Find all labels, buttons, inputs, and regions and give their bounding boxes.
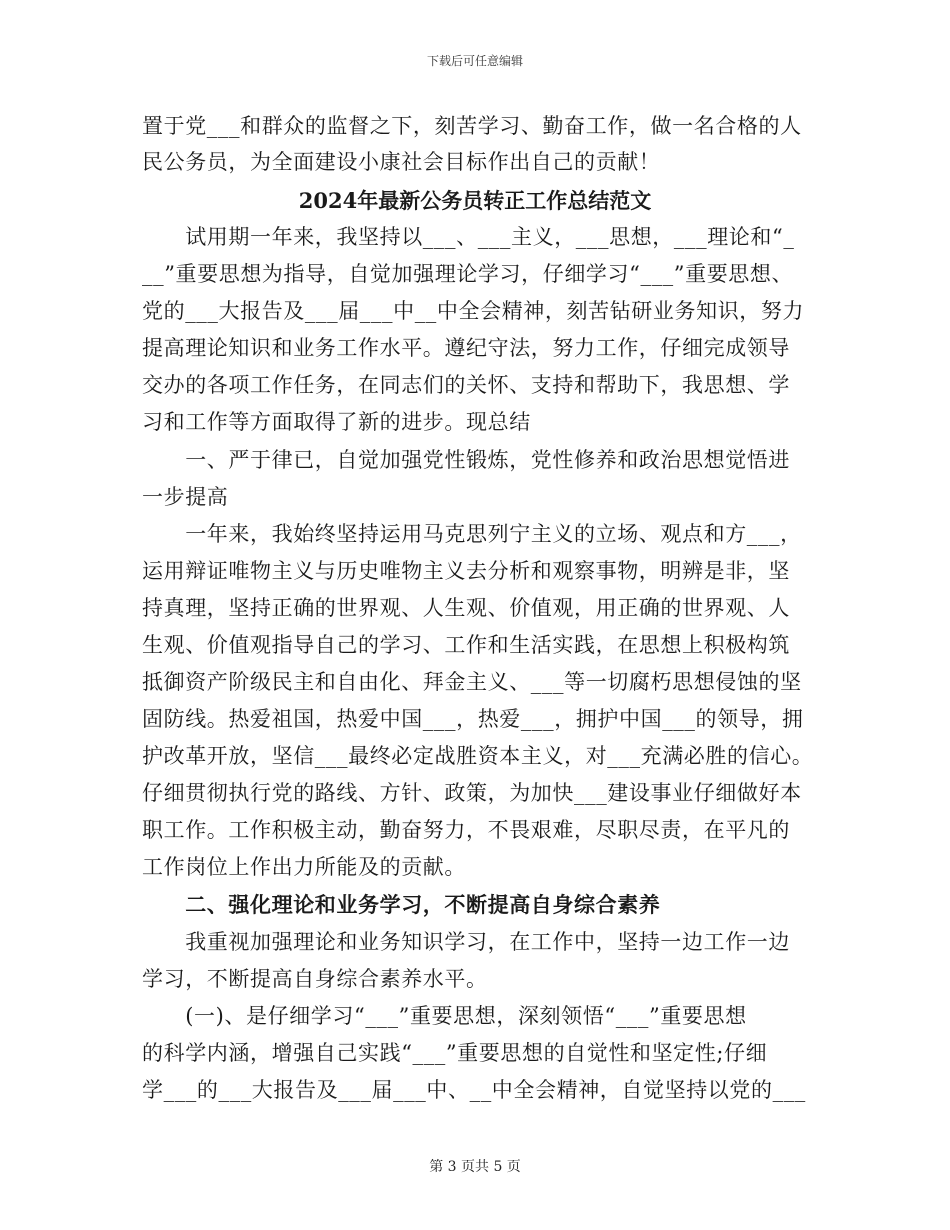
section-heading: 二、强化理论和业务学习，不断提高自身综合素养	[142, 892, 661, 917]
body-line: (一)、是仔细学习“___”重要思想，深刻领悟“___”重要思想	[142, 1004, 747, 1028]
body-line: 我重视加强理论和业务知识学习，在工作中，坚持一边工作一边	[142, 930, 790, 954]
body-line: 党的___大报告及___届___中__中全会精神，刻苦钻研业务知识，努力	[142, 299, 805, 323]
body-line: 运用辩证唯物主义与历史唯物主义去分析和观察事物，明辨是非，坚	[142, 559, 790, 583]
body-line: 护改革开放，坚信___最终必定战胜资本主义，对___充满必胜的信心。	[142, 744, 814, 768]
body-line: 固防线。热爱祖国，热爱中国___，热爱___，拥护中国___的领导，拥	[142, 707, 804, 731]
document-title: 2024年最新公务员转正工作总结范文	[298, 188, 652, 213]
body-line: 持真理，坚持正确的世界观、人生观、价值观，用正确的世界观、人	[142, 596, 790, 620]
body-line: 习和工作等方面取得了新的进步。现总结	[142, 410, 531, 434]
body-line: 一年来，我始终坚持运用马克思列宁主义的立场、观点和方___，	[142, 522, 802, 546]
body-line: 的科学内涵，增强自己实践“___”重要思想的自觉性和坚定性;仔细	[142, 1041, 768, 1065]
body-line: 交办的各项工作任务，在同志们的关怀、支持和帮助下，我思想、学	[142, 373, 790, 397]
page-footer: 第 3 页共 5 页	[429, 1159, 521, 1175]
body-line: 工作岗位上作出力所能及的贡献。	[142, 855, 466, 879]
section-heading: 一、严于律已，自觉加强党性锻炼，党性修养和政治思想觉悟进	[142, 448, 790, 472]
page-header: 下载后可任意编辑	[426, 54, 523, 68]
body-line: __”重要思想为指导，自觉加强理论学习，仔细学习“___”重要思想、	[142, 262, 794, 286]
body-line: 置于党___和群众的监督之下，刻苦学习、勤奋工作，做一名合格的人	[142, 114, 802, 138]
body-line: 学习，不断提高自身综合素养水平。	[142, 967, 488, 991]
body-line: 民公务员，为全面建设小康社会目标作出自己的贡献！	[142, 150, 661, 174]
body-line: 试用期一年来，我坚持以___、___主义，___思想，___理论和“_	[142, 225, 795, 249]
body-line: 提高理论知识和业务工作水平。遵纪守法，努力工作，仔细完成领导	[142, 336, 790, 360]
body-line: 生观、价值观指导自己的学习、工作和生活实践，在思想上积极构筑	[142, 633, 790, 657]
body-line: 抵御资产阶级民主和自由化、拜金主义、___等一切腐朽思想侵蚀的坚	[142, 670, 802, 694]
body-line: 学___的___大报告及___届___中、__中全会精神，自觉坚持以党的___	[142, 1078, 806, 1102]
body-line: 仔细贯彻执行党的路线、方针、政策，为加快___建设事业仔细做好本	[142, 781, 802, 805]
section-heading: 一步提高	[142, 485, 229, 509]
body-line: 职工作。工作积极主动，勤奋努力，不畏艰难，尽职尽责，在平凡的	[142, 818, 790, 842]
